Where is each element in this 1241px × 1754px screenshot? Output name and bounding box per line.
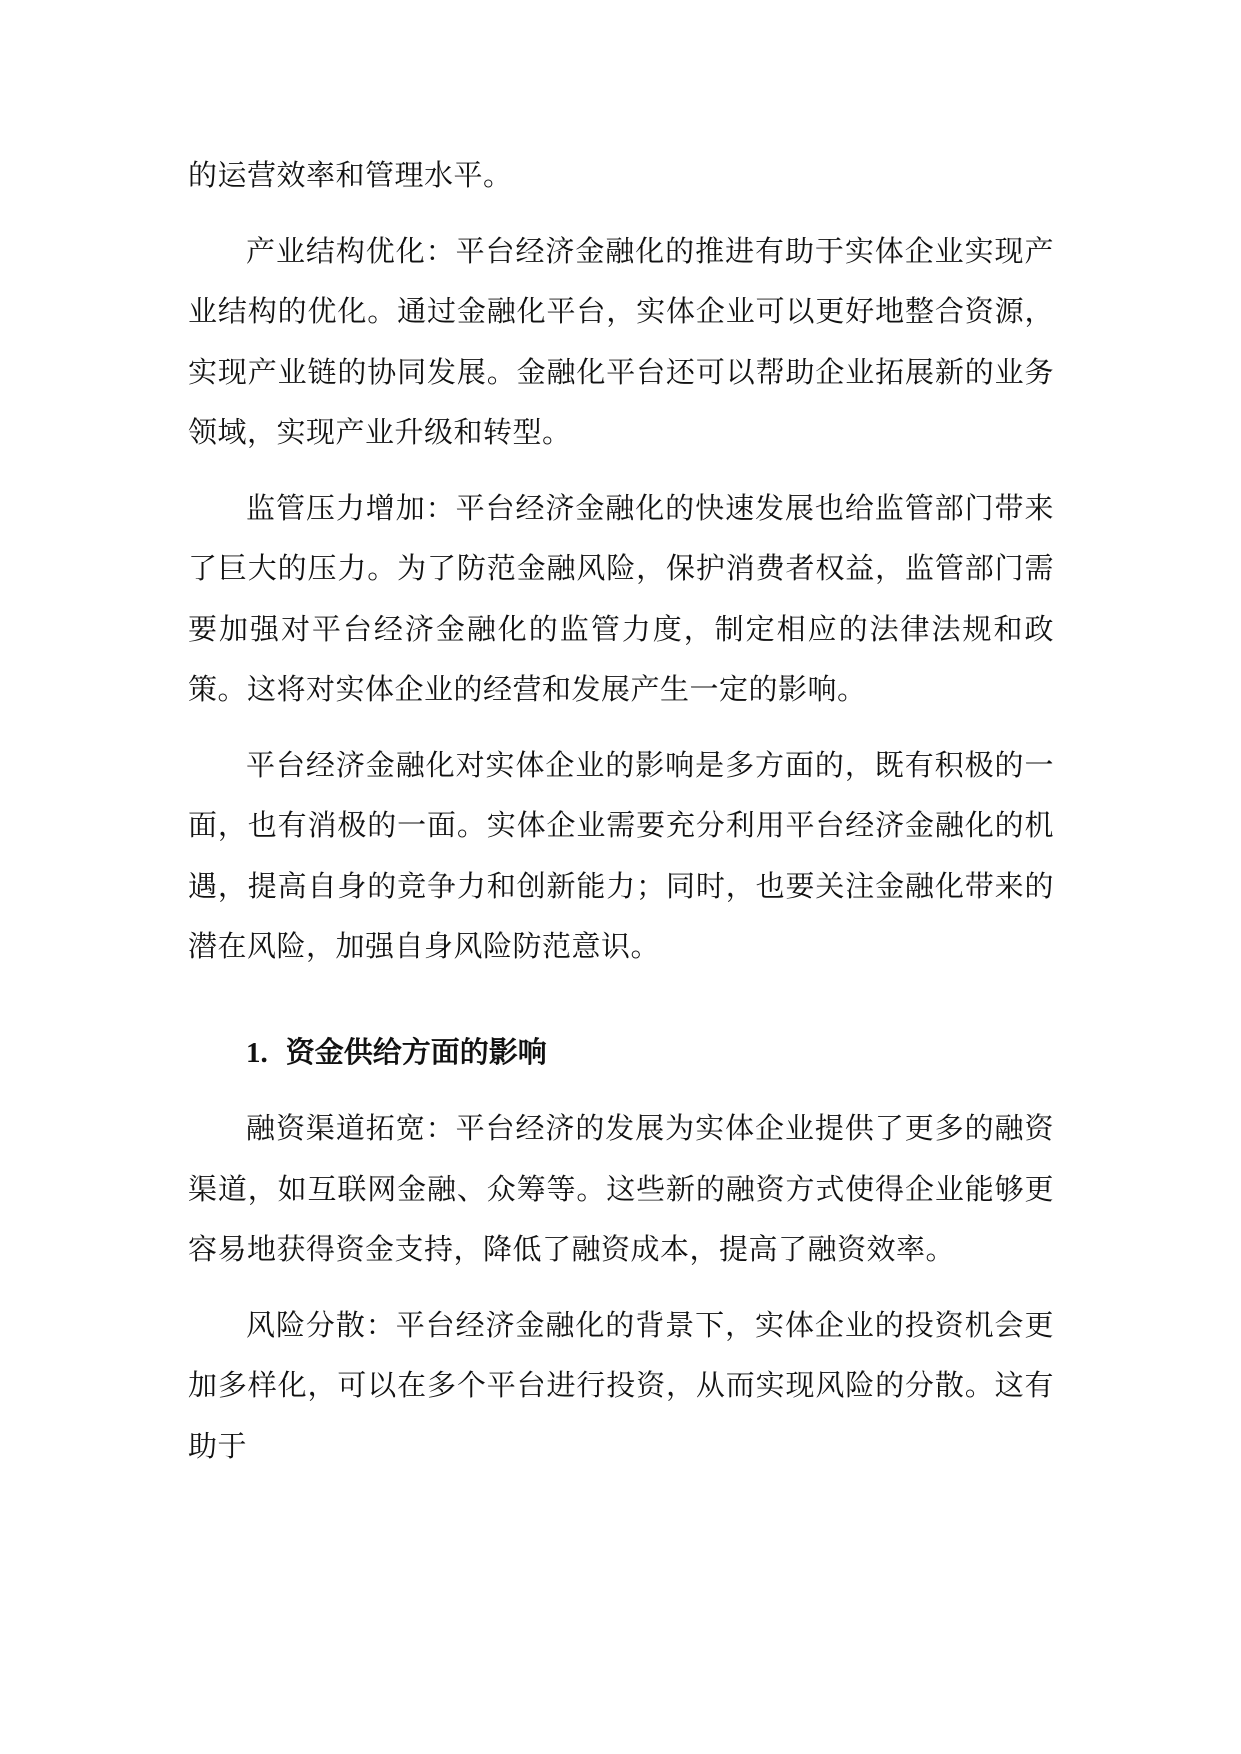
section-title: 资金供给方面的影响 [285, 1034, 547, 1069]
paragraph-industrial-structure: 产业结构优化：平台经济金融化的推进有助于实体企业实现产业结构的优化。通过金融化平台，实体企业可以更好地整合资源，实现产业链的协同发展。金融化平台还可以帮助企业拓展新的业务领域，实现产业升级和转型。 [188, 233, 1054, 449]
paragraph-regulatory-pressure: 监管压力增加：平台经济金融化的快速发展也给监管部门带来了巨大的压力。为了防范金融风险，保护消费者权益，监管部门需要加强对平台经济金融化的监管力度，制定相应的法律法规和政策。这将对实体企业的经营和发展产生一定的影响。 [188, 490, 1054, 706]
section-number: 1. [246, 1036, 268, 1069]
paragraph-continuation: 的运营效率和管理水平。 [188, 158, 513, 192]
paragraph-financing-channels: 融资渠道拓宽：平台经济的发展为实体企业提供了更多的融资渠道，如互联网金融、众筹等。这些新的融资方式使得企业能够更容易地获得资金支持，降低了融资成本，提高了融资效率。 [188, 1111, 1054, 1266]
document-body [188, 145, 1054, 1476]
section-heading [188, 1022, 1054, 1084]
paragraph-risk-diversification: 风险分散：平台经济金融化的背景下，实体企业的投资机会更加多样化，可以在多个平台进行投资，从而实现风险的分散。这有助于 [188, 1307, 1054, 1463]
paragraph-summary: 平台经济金融化对实体企业的影响是多方面的，既有积极的一面，也有消极的一面。实体企业需要充分利用平台经济金融化的机遇，提高自身的竞争力和创新能力；同时，也要关注金融化带来的潜在风险，加强自身风险防范意识。 [188, 747, 1054, 963]
